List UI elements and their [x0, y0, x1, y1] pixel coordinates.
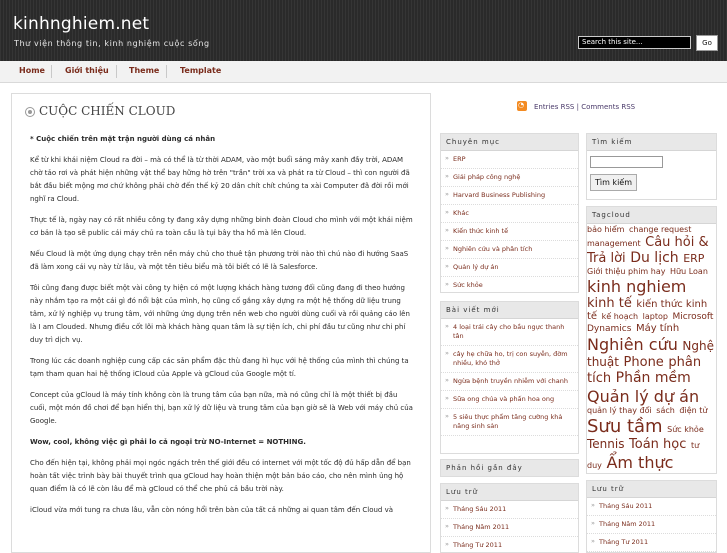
- archive-item[interactable]: » Tháng Tư 2011: [441, 537, 578, 553]
- widget-title: Tìm kiếm: [587, 134, 716, 151]
- tag-link[interactable]: phân tích: [587, 354, 702, 387]
- header-go-button[interactable]: Go: [696, 35, 718, 51]
- tag-link[interactable]: Tennis: [587, 437, 625, 452]
- post-paragraph: * Cuộc chiến trên mặt trận người dùng cá nhân: [30, 135, 216, 143]
- category-item[interactable]: » Quản lý dự án: [441, 259, 578, 277]
- archive-widget-right: [586, 480, 717, 553]
- header-search-input[interactable]: Search this site...: [578, 36, 691, 49]
- nav-divider: [116, 65, 117, 78]
- nav-gioi-thieu[interactable]: Giới thiệu: [65, 66, 109, 75]
- tag-link[interactable]: Giới thiệu phim hay: [587, 266, 666, 276]
- post-paragraph: Concept của gCloud là máy tính không còn là trung tâm của bạn nữa, mà nó cũng chỉ là một thiết bị đầu cuối, một món đồ chơi để bạn hiển thị, bạn xử lý dữ liệu và trung tâm của bạn giờ sẽ là Web với máy chủ của Google.: [30, 391, 413, 425]
- widget-title: Chuyên mục: [441, 134, 578, 151]
- archive-item[interactable]: » Tháng Tư 2011: [587, 534, 716, 552]
- archive-item[interactable]: » Tháng Năm 2011: [587, 516, 716, 534]
- widget-title: Phản hồi gần đây: [441, 460, 578, 477]
- category-item[interactable]: » ERP: [441, 151, 578, 169]
- category-item[interactable]: » Khác: [441, 205, 578, 223]
- tag-link[interactable]: bảo hiểm: [587, 225, 625, 234]
- category-item[interactable]: » Harvard Business Publishing: [441, 187, 578, 205]
- recent-comments-widget: [440, 459, 579, 477]
- widget-title: Bài viết mới: [441, 302, 578, 319]
- site-title[interactable]: kinhnghiem.net: [13, 14, 150, 34]
- category-item[interactable]: » Giải pháp công nghệ: [441, 169, 578, 187]
- tag-cloud: [587, 224, 715, 473]
- post-bullet-icon: [25, 107, 35, 117]
- recent-post-item[interactable]: » cây hẹ chữa ho, trị con suyễn, đờm nhiều, khó thở: [441, 346, 578, 373]
- site-header: [0, 0, 727, 61]
- tag-link[interactable]: laptop: [642, 312, 668, 322]
- post-paragraph: Nếu Cloud là một ứng dụng chạy trên nền máy chủ cho thuê tận phương trời nào thì chú nào đi hướng SaaS đã làm xong cái vụ này từ lâu, và một tên tiêu biểu mà tôi biết có lẽ là Salesforce.: [30, 250, 409, 271]
- tag-link[interactable]: quản lý thay đổi: [587, 406, 652, 416]
- tag-link[interactable]: Phần mềm: [615, 370, 691, 387]
- tag-link[interactable]: Du lịch: [630, 250, 679, 267]
- post-body: [30, 133, 414, 525]
- recent-post-item[interactable]: » Sữa ong chúa và phấn hoa ong: [441, 391, 578, 409]
- category-item[interactable]: » Kiến thức kinh tế: [441, 223, 578, 241]
- nav-divider: [51, 65, 52, 78]
- rss-separator: |: [576, 103, 579, 111]
- recent-post-item[interactable]: » 5 siêu thực phẩm tăng cường khả năng sinh sản: [441, 409, 578, 436]
- tag-link[interactable]: Câu hỏi &: [645, 234, 709, 250]
- nav-template[interactable]: Template: [180, 66, 222, 75]
- nav-theme[interactable]: Theme: [129, 66, 160, 75]
- site-tagline: Thư viện thông tin, kinh nghiệm cuộc sống: [14, 39, 210, 48]
- post-title-text[interactable]: CUỘC CHIẾN CLOUD: [39, 104, 176, 118]
- rss-icon[interactable]: [517, 101, 527, 111]
- tag-link[interactable]: Sức khỏe: [667, 424, 704, 434]
- tag-link[interactable]: change request management: [587, 225, 692, 248]
- tag-link[interactable]: kiến thức kinh tế: [587, 298, 708, 323]
- recent-post-item[interactable]: » Ngừa bệnh truyền nhiễm với chanh: [441, 373, 578, 391]
- post-paragraph: Cho đến hiện tại, không phải mọi ngóc ngách trên thế giới đều có internet với một tốc độ đủ hấp dẫn để bạn hoàn tất việc trình bày bài thuyết trình qua gCloud hay hoàn thiện một bản báo cáo, cho nên mình ủng hộ quan điểm là có lẽ còn lâu để mà gCloud có thể che phủ cả bầu trời này.: [30, 459, 411, 493]
- category-item[interactable]: » Nghiên cứu và phân tích: [441, 241, 578, 259]
- post-paragraph: Thực tế là, ngày nay có rất nhiều công ty đang xây dựng những binh đoàn Cloud cho mình với một khái niệm cơ bản là tạo sẽ public cái máy chủ ra toàn cầu là tụi bây tha hồ mà lên Cloud.: [30, 216, 413, 237]
- tagcloud-widget: [586, 206, 717, 474]
- tag-link[interactable]: Máy tính: [635, 323, 680, 335]
- widget-title: Lưu trữ: [441, 484, 578, 501]
- archive-widget: [440, 483, 579, 553]
- tag-link[interactable]: Microsoft Dynamics: [587, 312, 714, 335]
- tag-link[interactable]: tư duy: [587, 441, 700, 470]
- tag-link[interactable]: Quản lý dự án: [587, 386, 700, 406]
- widget-title: Lưu trữ: [587, 481, 716, 498]
- post-paragraph: iCloud vừa mới tung ra chưa lâu, vẫn còn nóng hổi trên bàn của tất cả những ai quan tâm đến Cloud và: [30, 506, 394, 514]
- post-container: [11, 93, 431, 553]
- sidebar-search-input[interactable]: [590, 156, 663, 168]
- entries-rss-link[interactable]: Entries RSS: [534, 103, 575, 111]
- tag-link[interactable]: Nghệ thuật: [587, 339, 714, 369]
- tag-link[interactable]: kinh tế: [587, 295, 632, 311]
- recent-posts-list: [441, 319, 578, 436]
- tag-link[interactable]: kế hoạch: [601, 312, 639, 322]
- comments-rss-link[interactable]: Comments RSS: [581, 103, 636, 111]
- tag-link[interactable]: Toán học: [629, 437, 687, 453]
- rss-links: [534, 103, 635, 111]
- recent-posts-widget: [440, 301, 579, 454]
- archive-list: [587, 498, 716, 552]
- tag-link[interactable]: ERP: [683, 252, 705, 266]
- tag-link[interactable]: sách: [656, 406, 675, 416]
- main-nav: [0, 61, 727, 83]
- categories-list: [441, 151, 578, 293]
- archive-item[interactable]: » Tháng Sáu 2011: [587, 498, 716, 516]
- tag-link[interactable]: Hữu Loan: [670, 266, 708, 276]
- tag-link[interactable]: Sưu tầm: [587, 415, 663, 437]
- tag-link[interactable]: Ẩm thực: [606, 452, 674, 472]
- tag-link[interactable]: kinh nghiem: [587, 276, 687, 296]
- post-title[interactable]: [25, 104, 175, 118]
- post-paragraph: Trong lúc các doanh nghiệp cung cấp các sản phẩm đặc thù đang hì hục với hệ thống của mình thì chúng ta tạm tham quan hai hệ thống iCloud của Apple và gCloud của Google một tí.: [30, 357, 409, 378]
- post-paragraph: Kể từ khi khái niệm Cloud ra đời – mà có thể là từ thời ADAM, vào một buổi sáng mây xanh đầy trời, ADAM chờ tảo rơi và phát hiện những vật thể bay hững hờ trên "trần" trời xa và phát ra từ Cloud – thì con người đã bắt đầu biết mộng mơ chứ không phải chờ đến thế kỷ 20 dân chít chít chúng ta xài Computer đã đời rồi mới nghĩ ra Cloud.: [30, 156, 410, 203]
- post-paragraph: Tôi cũng đang được biết một vài công ty hiện có một lượng khách hàng tương đối cũng đang đi theo hướng này nhắm tạo ra một cái gì đó nổi bật của mình, họ cũng cố gắng xây dựng ra một hệ thống dữ liệu trung tâm, xử lý nghiệp vụ trung tâm, với những ứng dụng trên nền web cho người dùng cuối và rồi quảng cáo lên là I am Clouded. Nhưng điều cốt lõi mà khách hàng quan tâm là sự tiện ích, chi phí đầu tư cũng như chi phí duy trì dịch vụ.: [30, 284, 410, 344]
- archive-item[interactable]: » Tháng Sáu 2011: [441, 501, 578, 519]
- tag-link[interactable]: Phone: [623, 354, 664, 370]
- tag-link[interactable]: Nghiên cứu: [587, 335, 678, 355]
- tag-link[interactable]: điện tử: [679, 406, 708, 416]
- archive-item[interactable]: » Tháng Năm 2011: [441, 519, 578, 537]
- nav-home[interactable]: Home: [19, 66, 45, 75]
- categories-widget: [440, 133, 579, 293]
- post-paragraph: Wow, cool, không việc gì phải lo cả ngoại trừ NO-Internet = NOTHING.: [30, 438, 306, 446]
- recent-post-item[interactable]: » 4 loại trái cây cho bầu ngực thanh tân: [441, 319, 578, 346]
- archive-list: [441, 501, 578, 553]
- sidebar-search-button[interactable]: Tìm kiếm: [590, 174, 637, 191]
- search-widget: [586, 133, 717, 200]
- tag-link[interactable]: Trả lời: [587, 251, 626, 267]
- category-item[interactable]: » Sức khỏe: [441, 277, 578, 293]
- widget-title: Tagcloud: [587, 207, 716, 224]
- nav-divider: [166, 65, 167, 78]
